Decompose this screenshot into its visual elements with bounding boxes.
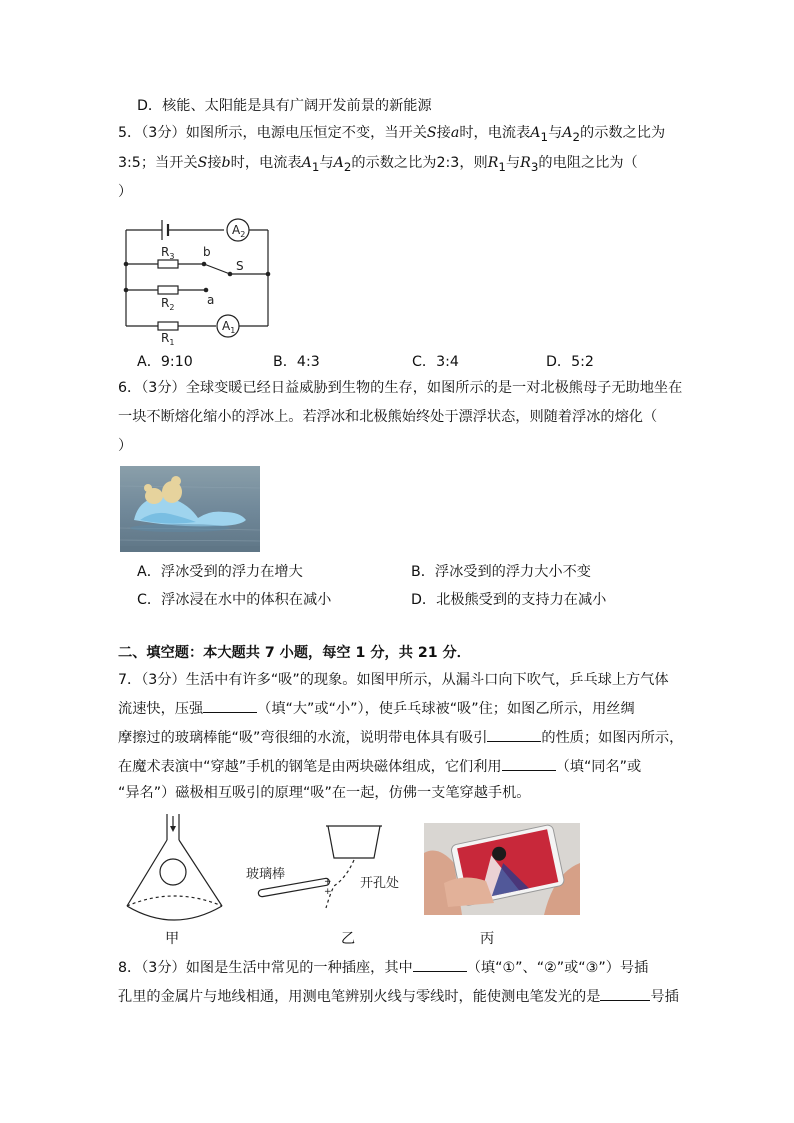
q7-line-3: 摩擦过的玻璃棒能“吸”弯很细的水流，说明带电体具有吸引 的性质；如图丙所示， bbox=[118, 727, 683, 748]
q6-option-d: D．北极熊受到的支持力在减小 bbox=[411, 592, 607, 608]
q5-option-c: C．3:4 bbox=[412, 354, 459, 370]
caption-jia: 甲 bbox=[165, 931, 180, 947]
a1-label: $A_1$ bbox=[222, 319, 236, 335]
q5-line-3: ） bbox=[118, 184, 133, 200]
q5-option-d: D．5:2 bbox=[546, 354, 594, 370]
q5-line-1: 5．（3分）如图所示，电源电压恒定不变，当开关S接a时，电流表$A_1$与$A_2$的示数之比为 bbox=[118, 125, 666, 144]
circuit-diagram bbox=[118, 210, 278, 345]
glass-rod-figure bbox=[238, 818, 418, 918]
q7-line-4: 在魔术表演中“穿越”手机的钢笔是由两块磁体组成，它们利用 （填“同名”或 bbox=[118, 756, 641, 777]
q7-blank-1[interactable] bbox=[203, 698, 257, 713]
r3-label: $R_3$ bbox=[161, 245, 175, 261]
q8-line-2: 孔里的金属片与地线相通，用测电笔辨别火线与零线时，能使测电笔发光的是 号插 bbox=[118, 986, 679, 1007]
ping-pong-ball bbox=[160, 859, 186, 885]
q6-line-1: 6．（3分）全球变暖已经日益威胁到生物的生存，如图所示的是一对北极熊母子无助地坐在 bbox=[118, 380, 683, 396]
q7-blank-3[interactable] bbox=[502, 756, 556, 771]
r2-label: $R_2$ bbox=[161, 296, 175, 312]
polar-bear-ice-photo bbox=[120, 466, 260, 552]
cup bbox=[328, 826, 380, 858]
switch-contact-a bbox=[204, 288, 209, 293]
q6-option-c: C．浮冰浸在水中的体积在减小 bbox=[137, 592, 332, 608]
svg-text:+: + bbox=[324, 887, 332, 897]
junction-dot bbox=[124, 288, 129, 293]
q7-line-5: “异名”）磁极相互吸引的原理“吸”在一起，仿佛一支笔穿越手机。 bbox=[118, 785, 531, 801]
q5-line-2: 3:5；当开关S接b时，电流表$A_1$与$A_2$的示数之比为2:3，则$R_1$与$R_3$的电阻之比为（ bbox=[118, 155, 638, 174]
q4-option-d: D．核能、太阳能是具有广阔开发前景的新能源 bbox=[137, 98, 432, 114]
phone-magic-photo bbox=[424, 823, 580, 915]
glass-rod-label: 玻璃棒 bbox=[246, 867, 286, 882]
resistor-r2 bbox=[158, 286, 178, 294]
junction-dot bbox=[266, 272, 271, 277]
contact-b-label: b bbox=[203, 245, 211, 259]
hole-label: 开孔处 bbox=[360, 876, 400, 891]
section-2-heading: 二、填空题：本大题共 7 小题，每空 1 分，共 21 分． bbox=[118, 645, 471, 661]
q7-line-2: 流速快，压强 （填“大”或“小”），使乒乓球被“吸”住；如图乙所示，用丝绸 bbox=[118, 698, 635, 719]
q7-blank-2[interactable] bbox=[487, 727, 541, 742]
q7-line-1: 7．（3分）生活中有许多“吸”的现象。如图甲所示，从漏斗口向下吹气，乒乓球上方气体 bbox=[118, 672, 669, 688]
q5-option-b: B．4:3 bbox=[273, 354, 320, 370]
q8-line-1: 8．（3分）如图是生活中常见的一种插座，其中 （填“①”、“②”或“③”）号插 bbox=[118, 957, 648, 978]
resistor-r3 bbox=[158, 260, 178, 268]
switch-blade bbox=[204, 264, 230, 274]
q6-line-3: ） bbox=[118, 438, 133, 454]
caption-yi: 乙 bbox=[341, 931, 356, 947]
contact-a-label: a bbox=[207, 293, 215, 307]
q6-option-a: A．浮冰受到的浮力在增大 bbox=[137, 564, 303, 580]
resistor-r1 bbox=[158, 322, 178, 330]
r1-label: $R_1$ bbox=[161, 331, 175, 345]
q6-option-b: B．浮冰受到的浮力大小不变 bbox=[411, 564, 591, 580]
switch-pivot bbox=[228, 272, 233, 277]
switch-s-label: S bbox=[236, 259, 244, 273]
junction-dot bbox=[124, 262, 129, 267]
switch-contact-b bbox=[202, 262, 207, 267]
caption-bing: 丙 bbox=[480, 931, 495, 947]
q6-line-2: 一块不断熔化缩小的浮冰上。若浮冰和北极熊始终处于漂浮状态，则随着浮冰的熔化（ bbox=[118, 409, 658, 425]
q8-blank-1[interactable] bbox=[413, 957, 467, 972]
q8-blank-2[interactable] bbox=[600, 986, 650, 1001]
q5-option-a: A．9:10 bbox=[137, 354, 193, 370]
svg-text:+: + bbox=[324, 877, 332, 887]
funnel-figure bbox=[122, 812, 232, 930]
a2-label: $A_2$ bbox=[232, 223, 246, 239]
